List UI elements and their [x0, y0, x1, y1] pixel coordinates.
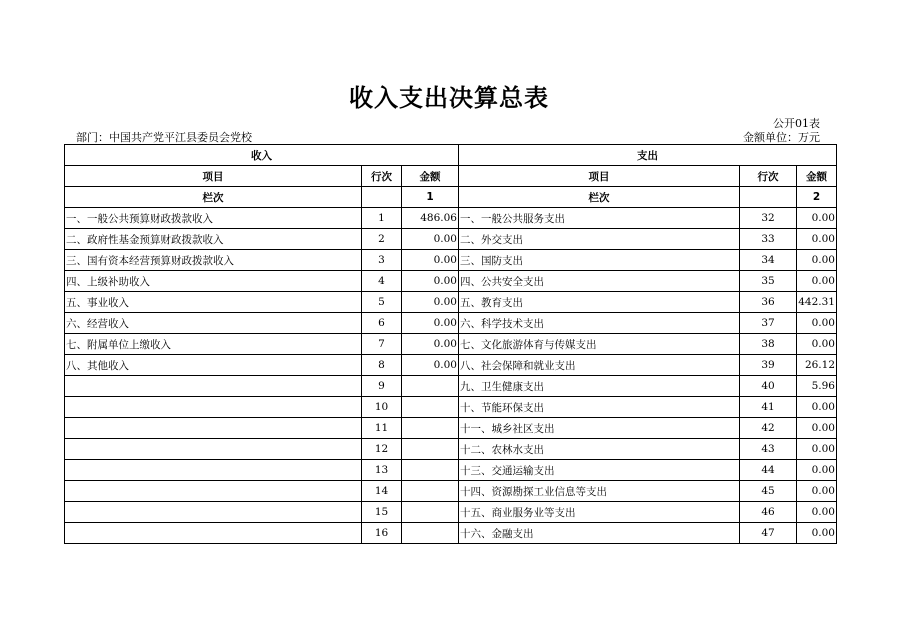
income-amount-cell: 0.00 [402, 250, 459, 271]
expense-item-cell: 十三、交通运输支出 [459, 460, 740, 481]
expense-line-cell: 41 [740, 397, 797, 418]
income-item-cell [65, 481, 362, 502]
table-row [65, 523, 837, 544]
expense-item-cell: 九、卫生健康支出 [459, 376, 740, 397]
department-label: 部门：中国共产党平江县委员会党校 [76, 131, 252, 144]
table-row [65, 334, 837, 355]
income-line-cell: 14 [362, 481, 402, 502]
expense-amount-cell: 0.00 [797, 229, 837, 250]
income-item-cell: 八、其他收入 [65, 355, 362, 376]
income-line-cell: 11 [362, 418, 402, 439]
expense-line-cell: 37 [740, 313, 797, 334]
income-amount-cell [402, 502, 459, 523]
income-amount-cell: 0.00 [402, 334, 459, 355]
expense-item-cell: 十六、金融支出 [459, 523, 740, 544]
table-row [65, 313, 837, 334]
expense-amount-header: 金额 [797, 166, 837, 187]
budget-table [64, 144, 837, 544]
income-amount-cell [402, 460, 459, 481]
expense-amount-cell: 0.00 [797, 313, 837, 334]
income-item-cell [65, 523, 362, 544]
expense-amount-cell: 0.00 [797, 250, 837, 271]
table-row [65, 481, 837, 502]
table-row [65, 376, 837, 397]
income-amount-cell: 486.06 [402, 208, 459, 229]
income-line-cell: 13 [362, 460, 402, 481]
column-header-row [65, 166, 837, 187]
expense-item-cell: 八、社会保障和就业支出 [459, 355, 740, 376]
income-line-cell: 5 [362, 292, 402, 313]
expense-amount-cell: 0.00 [797, 334, 837, 355]
income-column-label: 栏次 [65, 187, 362, 208]
income-amount-cell: 0.00 [402, 292, 459, 313]
expense-item-cell: 十五、商业服务业等支出 [459, 502, 740, 523]
income-line-cell: 6 [362, 313, 402, 334]
income-line-cell: 3 [362, 250, 402, 271]
income-amount-cell [402, 376, 459, 397]
expense-line-cell: 40 [740, 376, 797, 397]
income-line-cell: 4 [362, 271, 402, 292]
income-line-cell: 1 [362, 208, 402, 229]
income-item-cell: 四、上级补助收入 [65, 271, 362, 292]
income-item-cell [65, 460, 362, 481]
income-amount-cell: 0.00 [402, 355, 459, 376]
expense-item-cell: 十、节能环保支出 [459, 397, 740, 418]
income-line-blank [362, 187, 402, 208]
expense-amount-cell: 0.00 [797, 271, 837, 292]
income-amount-cell: 0.00 [402, 271, 459, 292]
expense-line-cell: 42 [740, 418, 797, 439]
income-line-cell: 9 [362, 376, 402, 397]
expense-item-cell: 七、文化旅游体育与传媒支出 [459, 334, 740, 355]
expense-item-cell: 十二、农林水支出 [459, 439, 740, 460]
income-amount-cell: 0.00 [402, 229, 459, 250]
expense-amount-cell: 0.00 [797, 502, 837, 523]
income-item-cell: 七、附属单位上缴收入 [65, 334, 362, 355]
expense-section-header: 支出 [459, 145, 837, 166]
table-row [65, 439, 837, 460]
income-line-header: 行次 [362, 166, 402, 187]
income-item-cell: 三、国有资本经营预算财政拨款收入 [65, 250, 362, 271]
table-row [65, 292, 837, 313]
expense-line-header: 行次 [740, 166, 797, 187]
expense-line-blank [740, 187, 797, 208]
expense-amount-cell: 5.96 [797, 376, 837, 397]
table-row [65, 355, 837, 376]
expense-amount-cell: 0.00 [797, 460, 837, 481]
expense-line-cell: 35 [740, 271, 797, 292]
expense-amount-cell: 0.00 [797, 418, 837, 439]
expense-line-cell: 32 [740, 208, 797, 229]
expense-item-cell: 二、外交支出 [459, 229, 740, 250]
column-number-row [65, 187, 837, 208]
expense-line-cell: 45 [740, 481, 797, 502]
expense-amount-cell: 26.12 [797, 355, 837, 376]
income-item-cell: 五、事业收入 [65, 292, 362, 313]
income-amount-cell [402, 523, 459, 544]
expense-amount-cell: 0.00 [797, 208, 837, 229]
income-amount-cell [402, 439, 459, 460]
income-amount-cell [402, 481, 459, 502]
expense-column-label: 栏次 [459, 187, 740, 208]
table-row [65, 460, 837, 481]
expense-amount-cell: 442.31 [797, 292, 837, 313]
expense-line-cell: 46 [740, 502, 797, 523]
income-line-cell: 10 [362, 397, 402, 418]
expense-item-cell: 十一、城乡社区支出 [459, 418, 740, 439]
expense-item-cell: 三、国防支出 [459, 250, 740, 271]
expense-item-cell: 五、教育支出 [459, 292, 740, 313]
income-column-number: 1 [402, 187, 459, 208]
table-row [65, 271, 837, 292]
income-item-cell [65, 397, 362, 418]
expense-line-cell: 34 [740, 250, 797, 271]
table-row [65, 397, 837, 418]
table-row [65, 250, 837, 271]
income-amount-header: 金额 [402, 166, 459, 187]
expense-item-header: 项目 [459, 166, 740, 187]
expense-line-cell: 44 [740, 460, 797, 481]
expense-line-cell: 39 [740, 355, 797, 376]
table-row [65, 502, 837, 523]
income-item-cell [65, 376, 362, 397]
income-item-header: 项目 [65, 166, 362, 187]
income-item-cell [65, 502, 362, 523]
unit-label: 金额单位：万元 [743, 131, 820, 144]
expense-amount-cell: 0.00 [797, 439, 837, 460]
expense-amount-cell: 0.00 [797, 481, 837, 502]
income-item-cell: 二、政府性基金预算财政拨款收入 [65, 229, 362, 250]
income-line-cell: 2 [362, 229, 402, 250]
income-item-cell [65, 439, 362, 460]
table-row [65, 418, 837, 439]
income-section-header: 收入 [65, 145, 459, 166]
table-row [65, 208, 837, 229]
table-row [65, 229, 837, 250]
expense-item-cell: 六、科学技术支出 [459, 313, 740, 334]
section-header-row [65, 145, 837, 166]
income-item-cell: 六、经营收入 [65, 313, 362, 334]
income-line-cell: 16 [362, 523, 402, 544]
form-number: 公开01表 [773, 117, 820, 130]
expense-amount-cell: 0.00 [797, 397, 837, 418]
page-title: 收入支出决算总表 [349, 84, 549, 112]
expense-line-cell: 43 [740, 439, 797, 460]
expense-item-cell: 一、一般公共服务支出 [459, 208, 740, 229]
expense-item-cell: 十四、资源勘探工业信息等支出 [459, 481, 740, 502]
income-amount-cell [402, 397, 459, 418]
income-line-cell: 7 [362, 334, 402, 355]
expense-line-cell: 38 [740, 334, 797, 355]
expense-line-cell: 36 [740, 292, 797, 313]
income-amount-cell [402, 418, 459, 439]
income-line-cell: 15 [362, 502, 402, 523]
income-line-cell: 12 [362, 439, 402, 460]
expense-line-cell: 47 [740, 523, 797, 544]
expense-column-number: 2 [797, 187, 837, 208]
expense-amount-cell: 0.00 [797, 523, 837, 544]
income-item-cell: 一、一般公共预算财政拨款收入 [65, 208, 362, 229]
income-amount-cell: 0.00 [402, 313, 459, 334]
income-item-cell [65, 418, 362, 439]
expense-item-cell: 四、公共安全支出 [459, 271, 740, 292]
income-line-cell: 8 [362, 355, 402, 376]
expense-line-cell: 33 [740, 229, 797, 250]
